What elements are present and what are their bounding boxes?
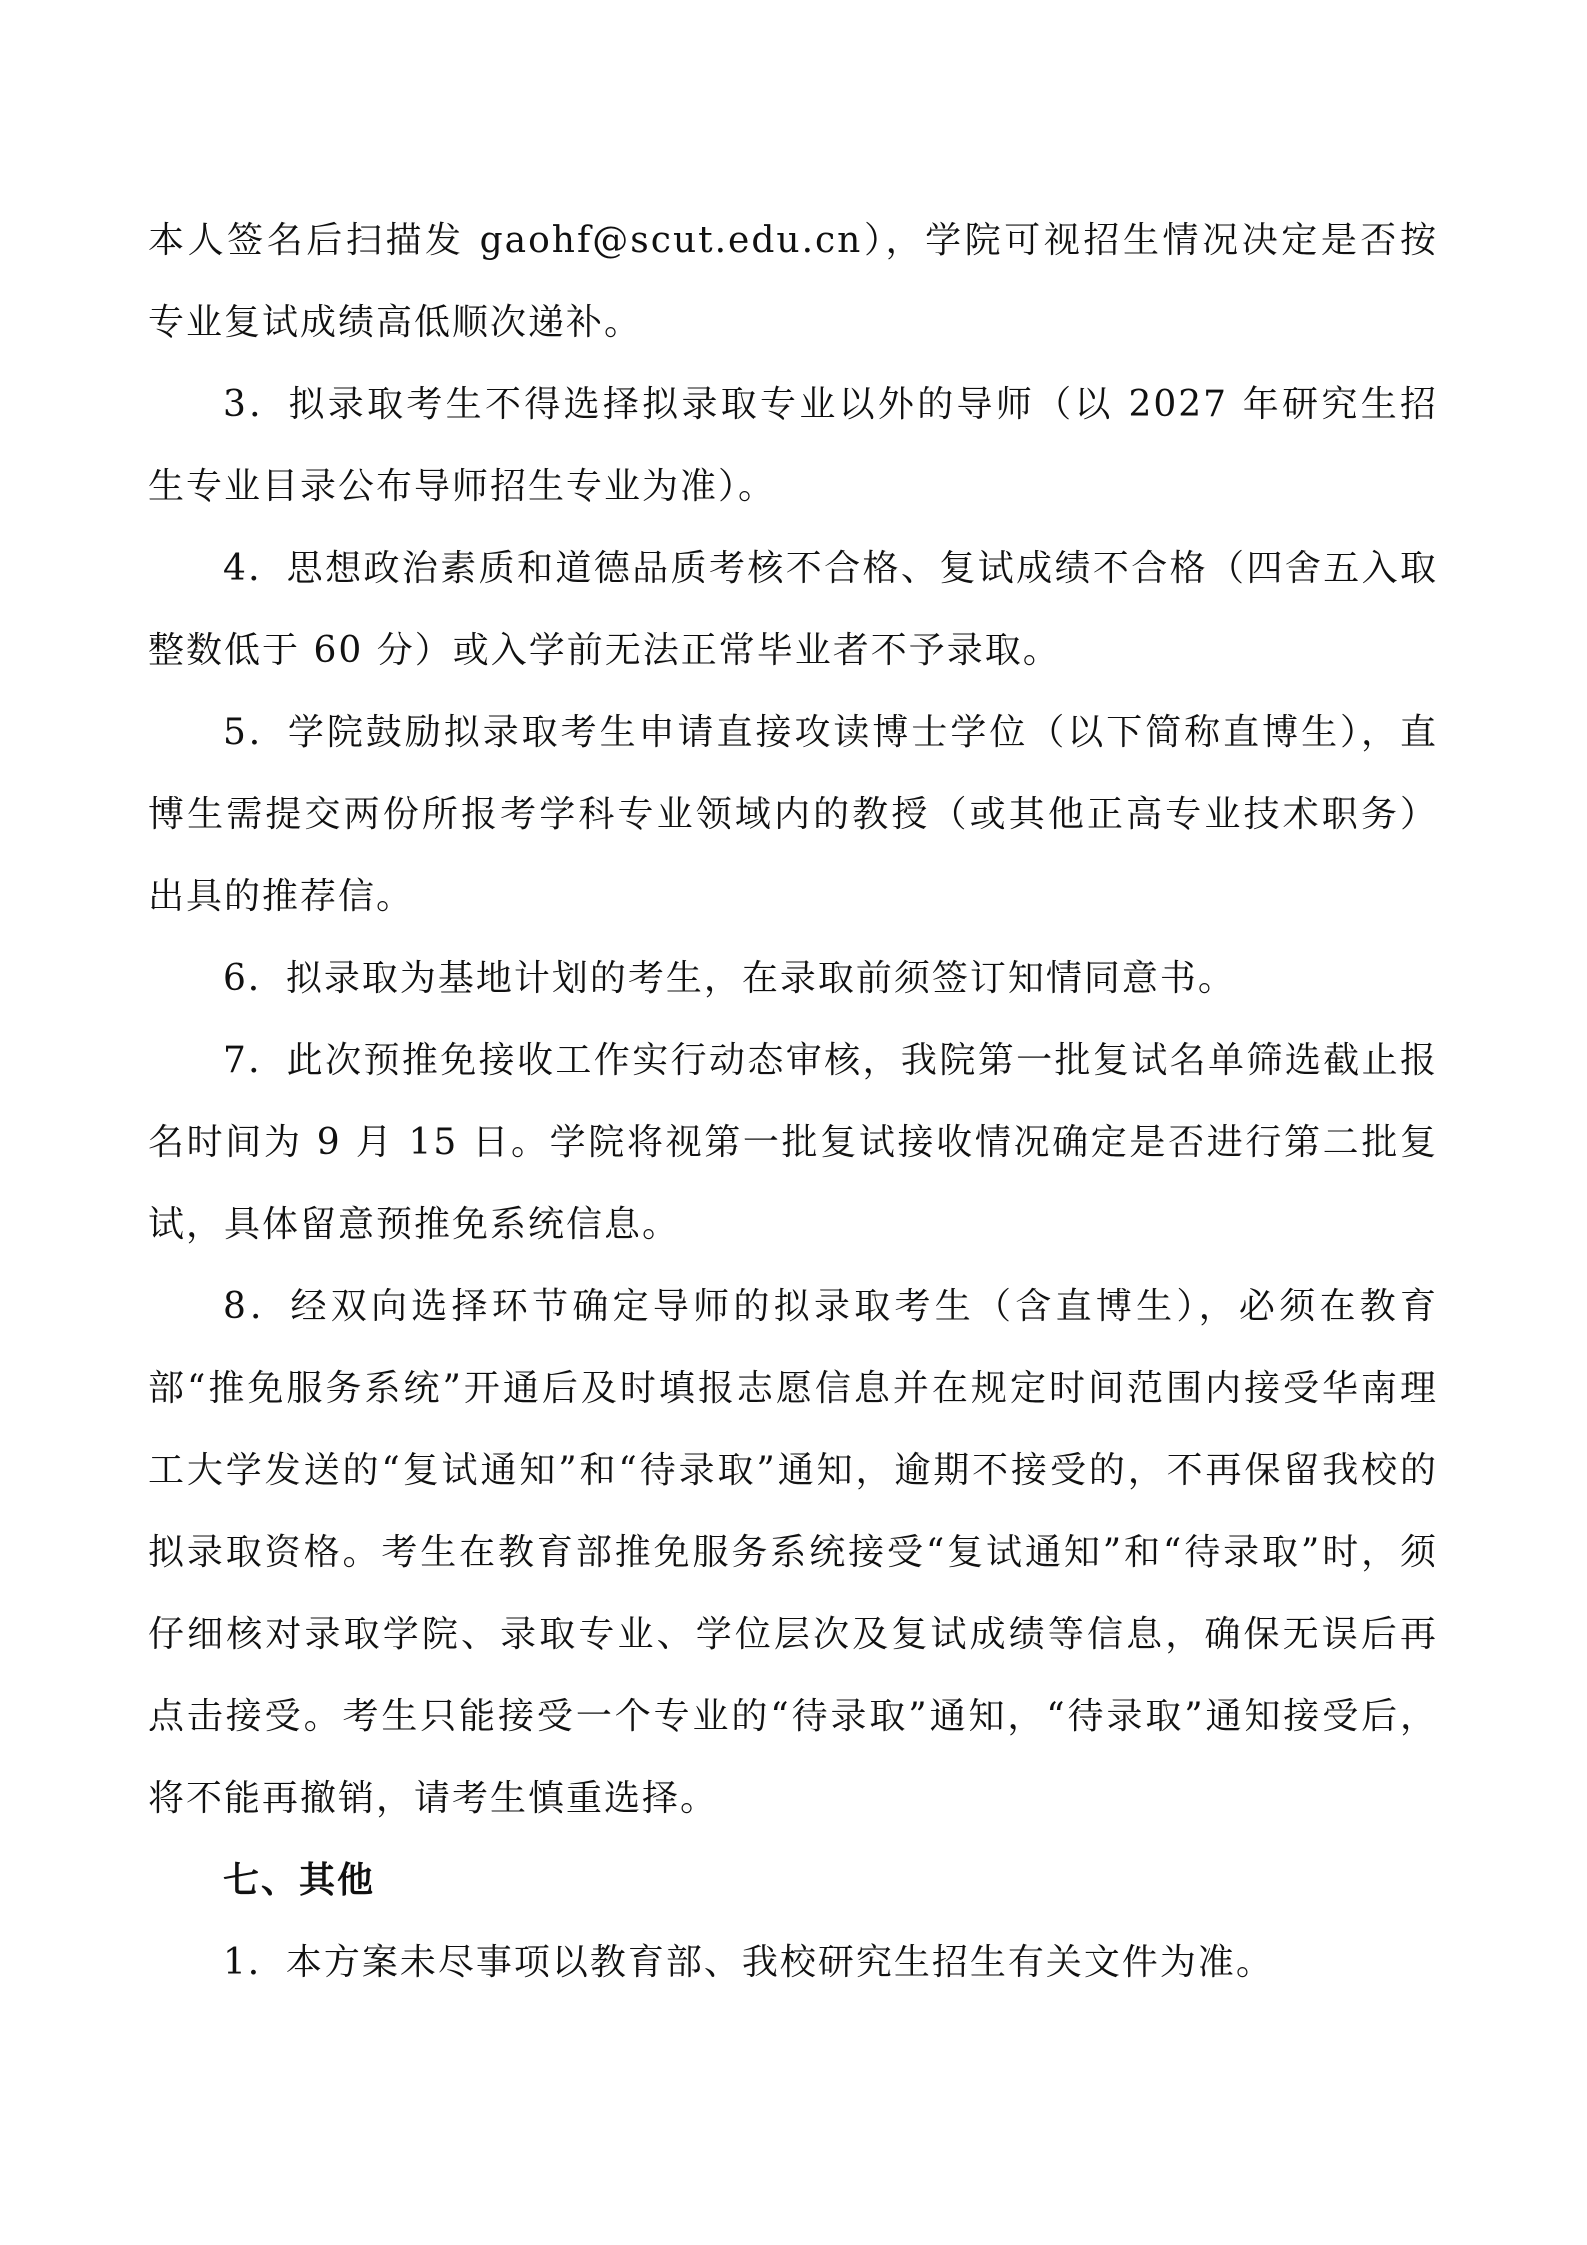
paragraph-other-item-1: 1．本方案未尽事项以教育部、我校研究生招生有关文件为准。	[223, 1942, 1274, 1983]
document-page	[148, 200, 1438, 2004]
paragraph-item-6: 6．拟录取为基地计划的考生，在录取前须签订知情同意书。	[223, 958, 1236, 999]
paragraph-item-7: 7．此次预推免接收工作实行动态审核，我院第一批复试名单筛选截止报名时间为 9 月 15 日。学院将视第一批复试接收情况确定是否进行第二批复试，具体留意预推免系统信息。	[148, 1040, 1438, 1245]
paragraph-item-3: 3．拟录取考生不得选择拟录取专业以外的导师（以 2027 年研究生招生专业目录公布导师招生专业为准）。	[148, 384, 1438, 507]
paragraph-continuation: 本人签名后扫描发 gaohf@scut.edu.cn），学院可视招生情况决定是否按专业复试成绩高低顺次递补。	[148, 220, 1438, 343]
paragraph-item-4: 4．思想政治素质和道德品质考核不合格、复试成绩不合格（四舍五入取整数低于 60 分）或入学前无法正常毕业者不予录取。	[148, 548, 1438, 671]
paragraph-item-5: 5．学院鼓励拟录取考生申请直接攻读博士学位（以下简称直博生），直博生需提交两份所报考学科专业领域内的教授（或其他正高专业技术职务）出具的推荐信。	[148, 712, 1438, 917]
paragraph-item-8: 8．经双向选择环节确定导师的拟录取考生（含直博生），必须在教育部“推免服务系统”开通后及时填报志愿信息并在规定时间范围内接受华南理工大学发送的“复试通知”和“待录取”通知，逾期不接受的，不再保留我校的拟录取资格。考生在教育部推免服务系统接受“复试通知”和“待录取”时，须仔细核对录取学院、录取专业、学位层次及复试成绩等信息，确保无误后再点击接受。考生只能接受一个专业的“待录取”通知，“待录取”通知接受后，将不能再撤销，请考生慎重选择。	[148, 1286, 1438, 1819]
section-heading-other: 七、其他	[223, 1860, 376, 1901]
